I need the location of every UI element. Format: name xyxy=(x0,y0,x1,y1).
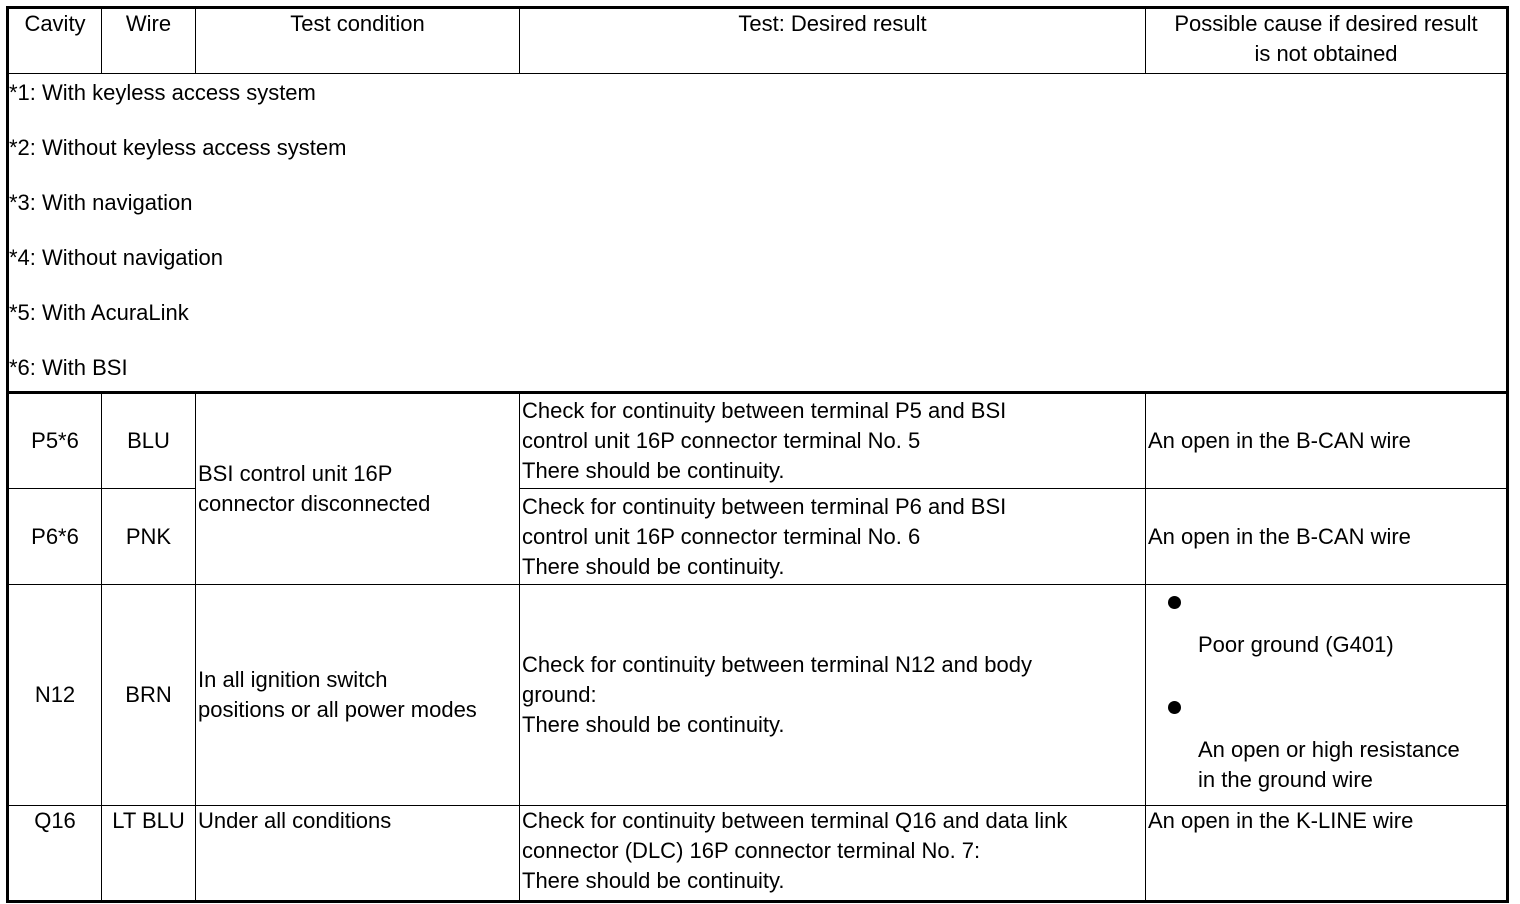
condition-line: positions or all power modes xyxy=(198,697,477,722)
footnote: *5: With AcuraLink xyxy=(9,300,189,325)
result-line: ground: xyxy=(522,682,597,707)
cause-cell: An open in the K-LINE wire xyxy=(1146,806,1508,902)
result-cell xyxy=(520,585,1146,806)
result-line: There should be continuity. xyxy=(522,458,785,483)
table-row xyxy=(8,393,1508,489)
condition-line: In all ignition switch xyxy=(198,667,388,692)
result-line: control unit 16P connector terminal No. 5 xyxy=(522,428,921,453)
wire-cell: PNK xyxy=(102,489,196,585)
table-row xyxy=(8,806,1508,902)
cavity-cell: Q16 xyxy=(8,806,102,902)
result-line: Check for continuity between terminal P6 and BSI xyxy=(522,493,1007,519)
condition-cell xyxy=(196,585,520,806)
result-cell xyxy=(520,806,1146,902)
cavity-cell: P5*6 xyxy=(8,393,102,489)
result-line: Check for continuity between terminal Q16 and data link xyxy=(522,808,1068,833)
cause-cell: An open in the B-CAN wire xyxy=(1146,489,1508,585)
footnotes xyxy=(8,74,1508,393)
header-possible-cause-line: is not obtained xyxy=(1254,41,1398,66)
footnote: *2: Without keyless access system xyxy=(9,135,347,160)
result-line: Check for continuity between terminal N12 and body xyxy=(522,652,1032,677)
footnote: *6: With BSI xyxy=(9,355,128,380)
connector-test-table xyxy=(6,6,1509,903)
result-cell xyxy=(520,489,1146,585)
cause-bullet-line: An open or high resistance xyxy=(1198,737,1460,762)
cause-bullet-line: in the ground wire xyxy=(1198,767,1373,792)
table-row xyxy=(8,585,1508,806)
footnote: *3: With navigation xyxy=(9,190,193,215)
condition-cell xyxy=(196,393,520,585)
notes-row xyxy=(8,74,1508,393)
result-line: connector (DLC) 16P connector terminal No. 7: xyxy=(522,838,981,863)
condition-cell: Under all conditions xyxy=(196,806,520,902)
result-line: Check for continuity between terminal P5 and BSI xyxy=(522,398,1007,423)
header-possible-cause xyxy=(1146,8,1508,74)
result-line: control unit 16P connector terminal No. 6 xyxy=(522,523,921,549)
wire-cell: BRN xyxy=(102,585,196,806)
cause-bullet xyxy=(1148,585,1504,690)
cause-cell xyxy=(1146,585,1508,806)
bullet-icon xyxy=(1168,701,1181,714)
result-line: There should be continuity. xyxy=(522,712,785,737)
cavity-cell: N12 xyxy=(8,585,102,806)
result-line: There should be continuity. xyxy=(522,868,785,893)
condition-line: BSI control unit 16P xyxy=(198,461,393,486)
result-line: There should be continuity. xyxy=(522,553,785,579)
footnote: *4: Without navigation xyxy=(9,245,224,270)
wire-cell: BLU xyxy=(102,393,196,489)
header-wire: Wire xyxy=(102,8,196,74)
header-desired-result: Test: Desired result xyxy=(520,8,1146,74)
wire-cell: LT BLU xyxy=(102,806,196,902)
footnote: *1: With keyless access system xyxy=(9,80,316,105)
cavity-cell: P6*6 xyxy=(8,489,102,585)
result-cell xyxy=(520,393,1146,489)
header-test-condition: Test condition xyxy=(196,8,520,74)
cause-bullet-text: Poor ground (G401) xyxy=(1198,632,1394,657)
cause-cell: An open in the B-CAN wire xyxy=(1146,393,1508,489)
header-possible-cause-line: Possible cause if desired result xyxy=(1174,11,1478,36)
header-cavity: Cavity xyxy=(8,8,102,74)
cause-bullet-text xyxy=(1198,735,1460,795)
bullet-icon xyxy=(1168,596,1181,609)
cause-bullet xyxy=(1148,690,1504,802)
condition-line: connector disconnected xyxy=(198,491,431,516)
header-row xyxy=(8,8,1508,74)
